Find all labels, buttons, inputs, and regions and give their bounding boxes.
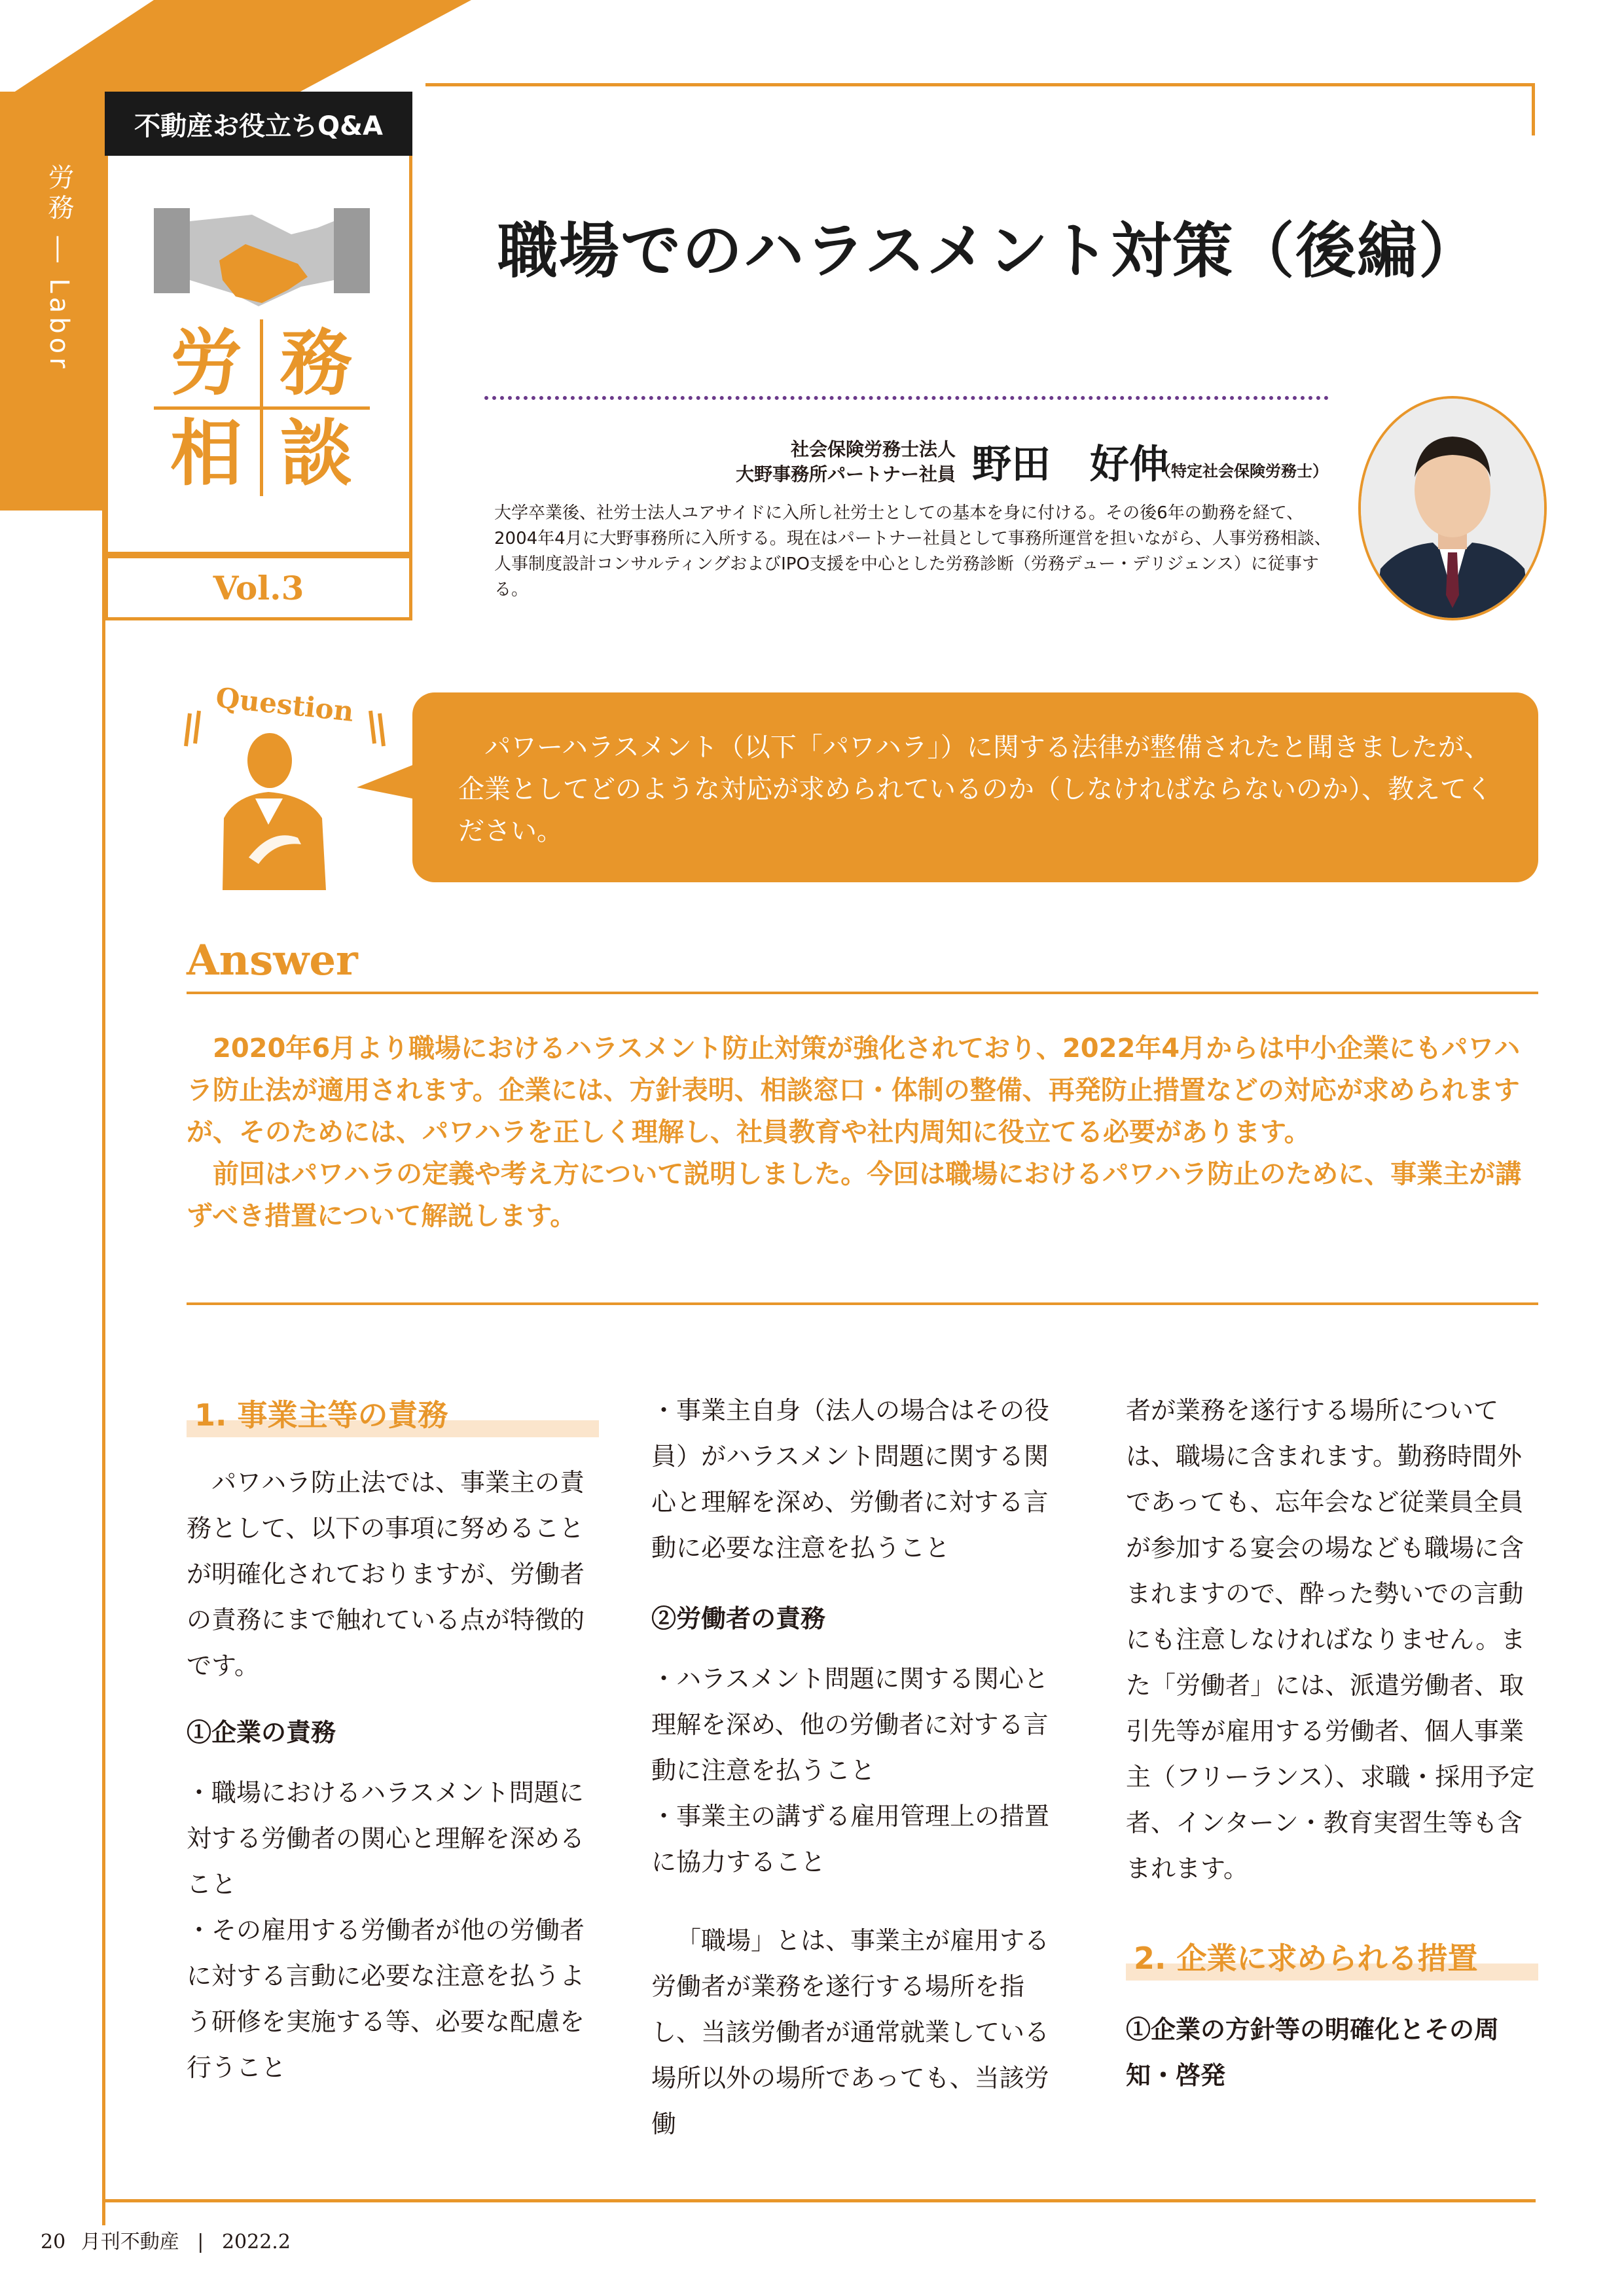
title-dotted-divider xyxy=(484,396,1329,400)
answer-top-rule xyxy=(187,992,1538,994)
body-column-1 xyxy=(187,1388,599,2090)
section-title-char: 労 xyxy=(170,321,242,405)
handshake-icon xyxy=(154,182,370,313)
col1-subheading: ①企業の責務 xyxy=(187,1717,336,1747)
col1-bullet: ・職場におけるハラスメント問題に対する労働者の関心と理解を深めること xyxy=(187,1778,585,1899)
col3-subheading: ①企業の方針等の明確化とその周知・啓発 xyxy=(1126,2015,1500,2090)
bottom-rule xyxy=(102,2199,1536,2202)
top-rule-right xyxy=(1532,83,1535,135)
author-org xyxy=(655,437,956,487)
answer-paragraph: 2020年6月より職場におけるハラスメント防止対策が強化されており、2022年4月からは中小企業にもパワハラ防止法が適用されます。企業には、方針表明、相談窓口・体制の整備、再発防止措置などの対応が求められますが、そのためには、パワハラを正しく理解し、社員教育や社内周知に役立てる必要があります。 xyxy=(187,1033,1521,1147)
author-bio: 大学卒業後、社労士法人ユアサイドに入所し社労士としての基本を身に付ける。その後6年の勤務を経て、2004年4月に大野事務所に入所する。現在はパートナー社員として事務所運営を担いながら、人事労務相談、人事制度設計コンサルティングおよびIPO支援を中心とした労務診断（労務デュー・デリジェンス）に従事する。 xyxy=(494,503,1331,600)
answer-bottom-rule xyxy=(187,1302,1538,1305)
col2-bullet-top: ・事業主自身（法人の場合はその役員）がハラスメント問題に関する関心と理解を深め、労働者に対する言動に必要な注意を払うこと xyxy=(651,1396,1050,1562)
body-column-2 xyxy=(651,1388,1064,2147)
page-number: 20 xyxy=(41,2231,66,2253)
col1-intro: パワハラ防止法では、事業主の責務として、以下の事項に努めることが明確化されておりますが、労働者の責務にまで触れている点が特徴的です。 xyxy=(187,1468,585,1680)
col2-paragraph: 「職場」とは、事業主が雇用する労働者が業務を遂行する場所を指し、当該労働者が通常就業している場所以外の場所であっても、当該労働 xyxy=(651,1926,1050,2138)
author-qualification: （特定社会保険労務士） xyxy=(1155,462,1328,480)
answer-paragraph: 前回はパワハラの定義や考え方について説明しました。今回は職場におけるパワハラ防止のために、事業主が講ずべき措置について解説します。 xyxy=(187,1159,1522,1231)
magazine-name: 月刊不動産 xyxy=(81,2231,179,2253)
section-title-char: 相 xyxy=(170,411,242,495)
answer-label: Answer xyxy=(187,936,358,985)
top-rule xyxy=(425,83,1535,86)
issue-date: 2022.2 xyxy=(221,2231,291,2253)
body-column-3 xyxy=(1126,1388,1538,2098)
col2-subheading: ②労働者の責務 xyxy=(651,1604,826,1633)
col1-bullet: ・その雇用する労働者が他の労働者に対する言動に必要な注意を払うよう研修を実施する等、必要な配慮を行うこと xyxy=(187,1916,585,2082)
questioner-figure-icon xyxy=(209,726,340,890)
series-label: 不動産お役立ちQ&A xyxy=(105,92,412,156)
col2-bullet: ・ハラスメント問題に関する関心と理解を深め、他の労働者に対する言動に注意を払うこと xyxy=(651,1664,1049,1785)
section-title-char: 談 xyxy=(280,411,352,495)
col3-paragraph: 者が業務を遂行する場所については、職場に含まれます。勤務時間外であっても、忘年会など従業員全員が参加する宴会の場なども職場に含まれますので、酔った勢いでの言動にも注意しなければなりません。また「労働者」には、派遣労働者、取引先等が雇用する労働者、個人事業主（フリーランス）、求職・採用予定者、インターン・教育実習生等も含まれます。 xyxy=(1126,1396,1535,1883)
page-title: 職場でのハラスメント対策（後編） xyxy=(497,216,1481,286)
answer-body xyxy=(187,1028,1538,1237)
side-tab-label: 労務 ― Labor xyxy=(44,164,74,372)
footer xyxy=(41,2225,291,2254)
footer-separator: | xyxy=(197,2231,204,2253)
author-org-line2: 大野事務所パートナー社員 xyxy=(735,463,956,485)
section-title-grid xyxy=(154,319,370,496)
volume-box xyxy=(105,555,412,620)
question-text: パワーハラスメント（以下「パワハラ」）に関する法律が整備されたと聞きましたが、企業としてどのような対応が求められているのか（しなければならないのか）、教えてください。 xyxy=(458,732,1492,846)
person-portrait-icon xyxy=(1361,399,1544,618)
volume-label: Vol.3 xyxy=(213,568,304,607)
left-vertical-rule xyxy=(102,511,105,2225)
author-org-line1: 社会保険労務士法人 xyxy=(790,439,956,460)
question-label: Question xyxy=(214,681,355,728)
question-bubble xyxy=(412,692,1538,882)
section-heading-2: 2. 企業に求められる措置 xyxy=(1126,1931,1538,1983)
section-heading-1: 1. 事業主等の責務 xyxy=(187,1388,599,1440)
col2-bullet: ・事業主の講ずる雇用管理上の措置に協力すること xyxy=(651,1802,1050,1876)
section-title-char: 務 xyxy=(280,321,352,405)
section-emblem xyxy=(105,156,412,555)
author-name: 野田 好伸 xyxy=(972,442,1168,488)
author-photo xyxy=(1358,396,1547,620)
